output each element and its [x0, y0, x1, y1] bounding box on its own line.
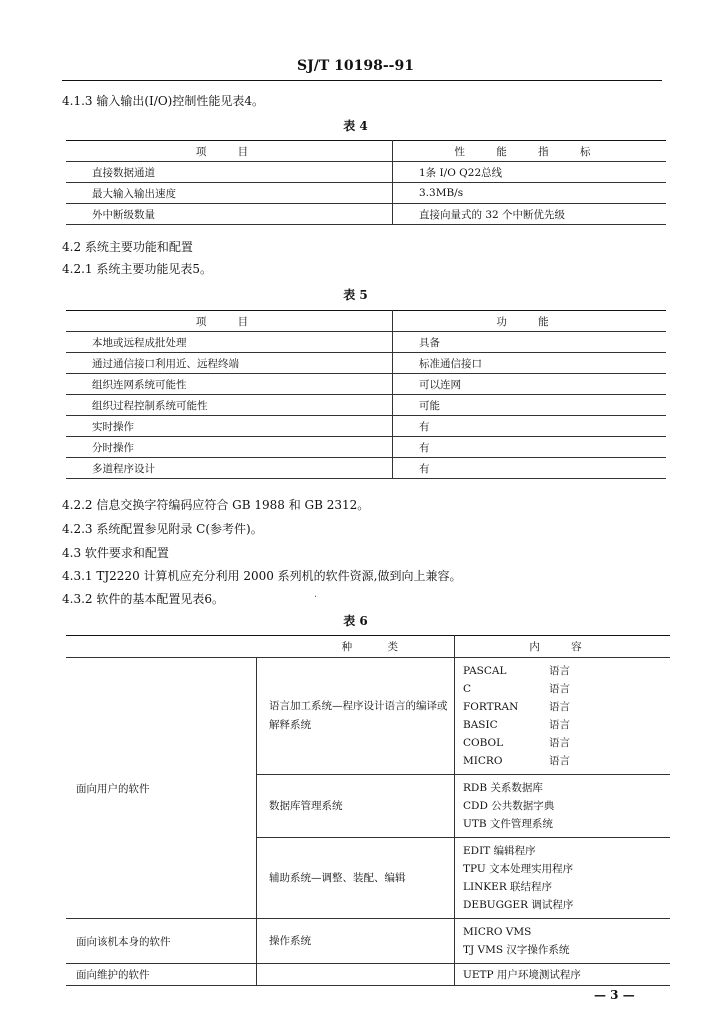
table4-cell: 直接数据通道 [66, 162, 393, 183]
table-row [66, 332, 666, 353]
table6-lang-system: 语言加工系统—程序设计语言的编译或解释系统 [257, 658, 455, 775]
table6-db-list [455, 775, 671, 838]
table6-header-content: 内 容 [455, 636, 671, 658]
section-4-2-2: 4.2.2 信息交换字符编码应符合 GB 1988 和 GB 2312。 [62, 498, 370, 512]
table-row [66, 204, 666, 225]
section-4-2-1: 4.2.1 系统主要功能见表5。 [62, 262, 212, 276]
table4-caption: 表 4 [343, 119, 368, 133]
table4-header-perf: 性 能 指 标 [393, 141, 667, 162]
table-row [66, 162, 666, 183]
table-row [66, 374, 666, 395]
table6-os-list [455, 919, 671, 964]
table-6 [66, 635, 670, 986]
table6-caption: 表 6 [343, 614, 368, 628]
list-item: MICRO VMS [463, 926, 532, 938]
table5-cell: 组织连网系统可能性 [66, 374, 393, 395]
table4-cell: 最大输入输出速度 [66, 183, 393, 204]
list-item: LINKER 联结程序 [463, 881, 553, 893]
table6-aux-list [455, 838, 671, 919]
section-4-3: 4.3 软件要求和配置 [62, 546, 169, 560]
document-code: SJ/T 10198--91 [297, 58, 414, 74]
list-item: PASCAL 语言 [463, 665, 570, 677]
page-number: — 3 — [594, 988, 635, 1002]
table5-cell: 通过通信接口利用近、远程终端 [66, 353, 393, 374]
table-row [66, 919, 670, 964]
table6-user-software: 面向用户的软件 [66, 658, 257, 919]
list-item: BASIC 语言 [463, 719, 570, 731]
table6-machine-software: 面向该机本身的软件 [66, 919, 257, 964]
table5-cell: 标准通信接口 [393, 353, 667, 374]
list-item: COBOL 语言 [463, 737, 570, 749]
section-4-2-3: 4.2.3 系统配置参见附录 C(参考件)。 [62, 522, 263, 536]
list-item: C 语言 [463, 683, 570, 695]
list-item: UTB 文件管理系统 [463, 818, 553, 830]
table6-maint-software: 面向维护的软件 [66, 964, 257, 986]
list-item: DEBUGGER 调试程序 [463, 899, 574, 911]
table5-cell: 有 [393, 416, 667, 437]
list-item: TJ VMS 汉字操作系统 [463, 944, 570, 956]
table5-cell: 具备 [393, 332, 667, 353]
table-header-row [66, 141, 666, 162]
scan-speck: ᐝ [314, 595, 317, 606]
table5-cell: 本地或远程成批处理 [66, 332, 393, 353]
list-item: CDD 公共数据字典 [463, 800, 555, 812]
table-header-row [66, 636, 670, 658]
table6-aux-system: 辅助系统—调整、装配、编辑 [257, 838, 455, 919]
table5-header-function: 功 能 [393, 311, 667, 332]
table5-cell: 有 [393, 458, 667, 479]
table5-cell: 可能 [393, 395, 667, 416]
table-row [66, 964, 670, 986]
table-row [66, 658, 670, 775]
list-item: MICRO 语言 [463, 755, 570, 767]
table-4 [66, 140, 666, 225]
header-rule [62, 80, 662, 81]
table4-cell: 外中断级数量 [66, 204, 393, 225]
section-4-3-1: 4.3.1 TJ2220 计算机应充分利用 2000 系列机的软件资源,做到向上兼容。 [62, 569, 462, 583]
table5-cell: 组织过程控制系统可能性 [66, 395, 393, 416]
list-item: EDIT 编辑程序 [463, 845, 536, 857]
section-4-1-3: 4.1.3 输入输出(I/O)控制性能见表4。 [62, 94, 264, 108]
table-row [66, 437, 666, 458]
section-4-3-2: 4.3.2 软件的基本配置见表6。 [62, 592, 224, 606]
table5-cell: 分时操作 [66, 437, 393, 458]
table5-cell: 可以连网 [393, 374, 667, 395]
table-5 [66, 310, 666, 479]
table6-header-category: 种 类 [66, 636, 455, 658]
table5-caption: 表 5 [343, 288, 368, 302]
table-row [66, 183, 666, 204]
table5-cell: 有 [393, 437, 667, 458]
table-row [66, 458, 666, 479]
table6-lang-list [455, 658, 671, 775]
table-header-row [66, 311, 666, 332]
list-item: FORTRAN 语言 [463, 701, 570, 713]
table5-cell: 多道程序设计 [66, 458, 393, 479]
table6-os: 操作系统 [257, 919, 455, 964]
table5-cell: 实时操作 [66, 416, 393, 437]
table4-header-item: 项 目 [66, 141, 393, 162]
table5-header-item: 项 目 [66, 311, 393, 332]
table6-db-system: 数据库管理系统 [257, 775, 455, 838]
table-row [66, 395, 666, 416]
table-row [66, 416, 666, 437]
table4-cell: 1条 I/O Q22总线 [393, 162, 667, 183]
table6-maint-item: UETP 用户环境测试程序 [455, 964, 671, 986]
list-item: TPU 文本处理实用程序 [463, 863, 574, 875]
section-4-2: 4.2 系统主要功能和配置 [62, 240, 193, 254]
list-item: RDB 关系数据库 [463, 782, 543, 794]
table-row [66, 353, 666, 374]
table4-cell: 直接向量式的 32 个中断优先级 [393, 204, 667, 225]
table6-maint-empty [257, 964, 455, 986]
table4-cell: 3.3MB/s [393, 183, 667, 204]
